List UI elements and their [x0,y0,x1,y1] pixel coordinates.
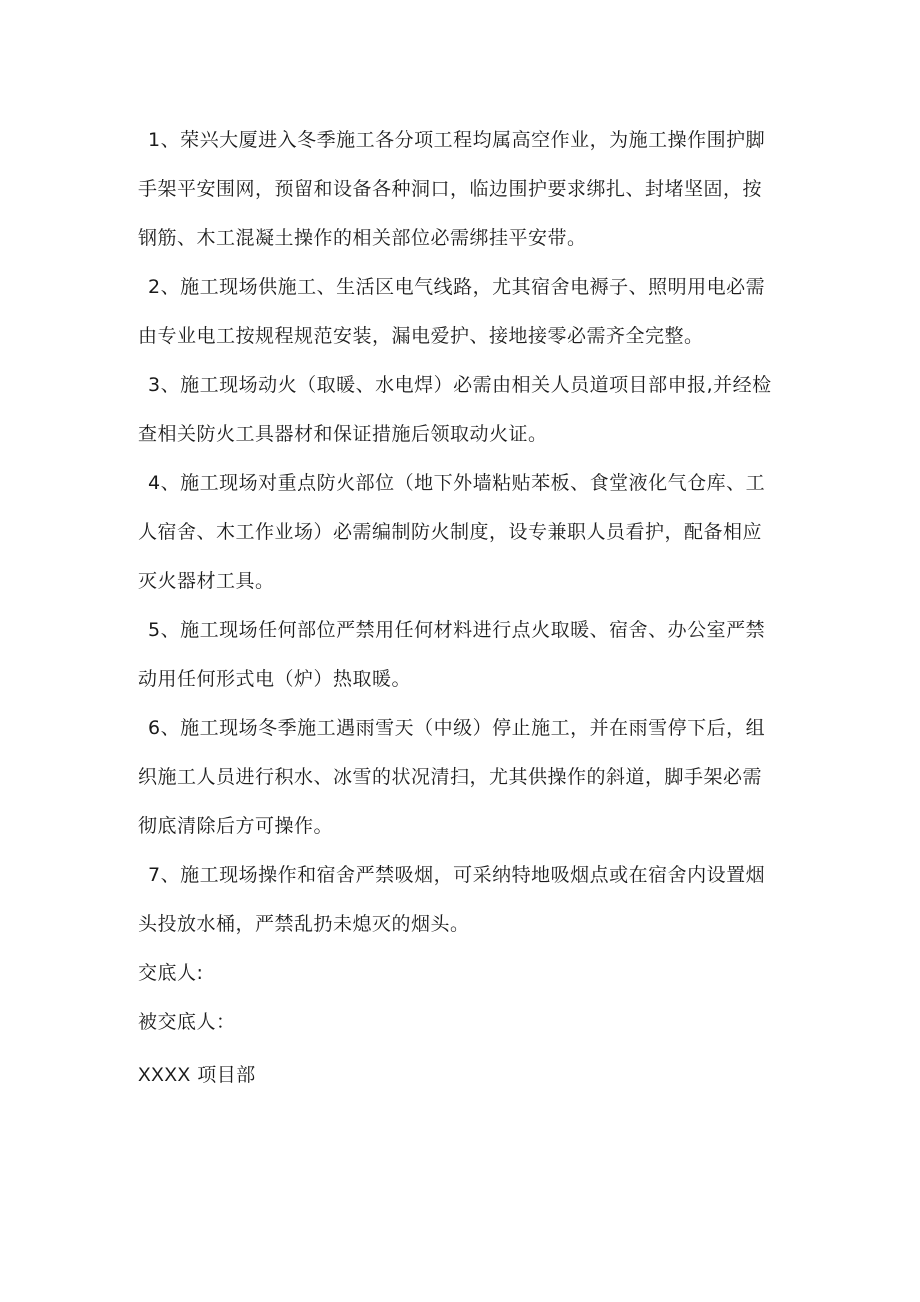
presenter-signature-label: 交底人: [138,962,204,984]
recipient-signature-label: 被交底人： [138,1011,236,1033]
paragraph-line: 灭火器材工具。 [138,570,275,592]
paragraph-line: 6、施工现场冬季施工遇雨雪天（中级）停止施工，并在雨雪停下后，组 [148,717,766,739]
paragraph-line: 3、施工现场动火（取暖、水电焊）必需由相关人员道项目部申报,并经检 [148,374,772,396]
paragraph-line: 钢筋、木工混凝土操作的相关部位必需绑挂平安带。 [138,227,587,249]
document-body [138,116,788,1100]
paragraph-line: 由专业电工按规程规范安装，漏电爱护、接地接零必需齐全完整。 [138,325,704,347]
paragraph-line: 5、施工现场任何部位严禁用任何材料进行点火取暖、宿舍、办公室严禁 [148,619,766,641]
paragraph-line: 查相关防火工具器材和保证措施后领取动火证。 [138,423,548,445]
paragraph-7 [138,851,788,949]
paragraph-line: 7、施工现场操作和宿舍严禁吸烟，可采纳特地吸烟点或在宿舍内设置烟 [148,864,766,886]
paragraph-5 [138,606,788,704]
paragraph-4 [138,459,788,606]
project-department-footer [138,1051,788,1100]
paragraph-6 [138,704,788,851]
org-department-label: 项目部 [190,1064,256,1086]
paragraph-line: 2、施工现场供施工、生活区电气线路，尤其宿舍电褥子、照明用电必需 [148,276,766,298]
paragraph-line: 4、施工现场对重点防火部位（地下外墙粘贴苯板、食堂液化气仓库、工 [148,472,766,494]
paragraph-line: 织施工人员进行积水、冰雪的状况清扫，尤其供操作的斜道，脚手架必需 [138,766,763,788]
paragraph-2 [138,263,788,361]
paragraph-line: 彻底清除后方可操作。 [138,815,334,837]
paragraph-line: 手架平安围网，预留和设备各种洞口，临边围护要求绑扎、封堵坚固，按 [138,178,763,200]
paragraph-line: 头投放水桶，严禁乱扔未熄灭的烟头。 [138,913,470,935]
paragraph-line: 动用任何形式电（炉）热取暖。 [138,668,412,690]
paragraph-line: 1、荣兴大厦进入冬季施工各分项工程均属高空作业，为施工操作围护脚 [148,129,766,151]
paragraph-1 [138,116,788,263]
paragraph-line: 人宿舍、木工作业场）必需编制防火制度，设专兼职人员看护，配备相应 [138,521,763,543]
paragraph-3 [138,361,788,459]
org-placeholder: XXXX [138,1065,191,1086]
